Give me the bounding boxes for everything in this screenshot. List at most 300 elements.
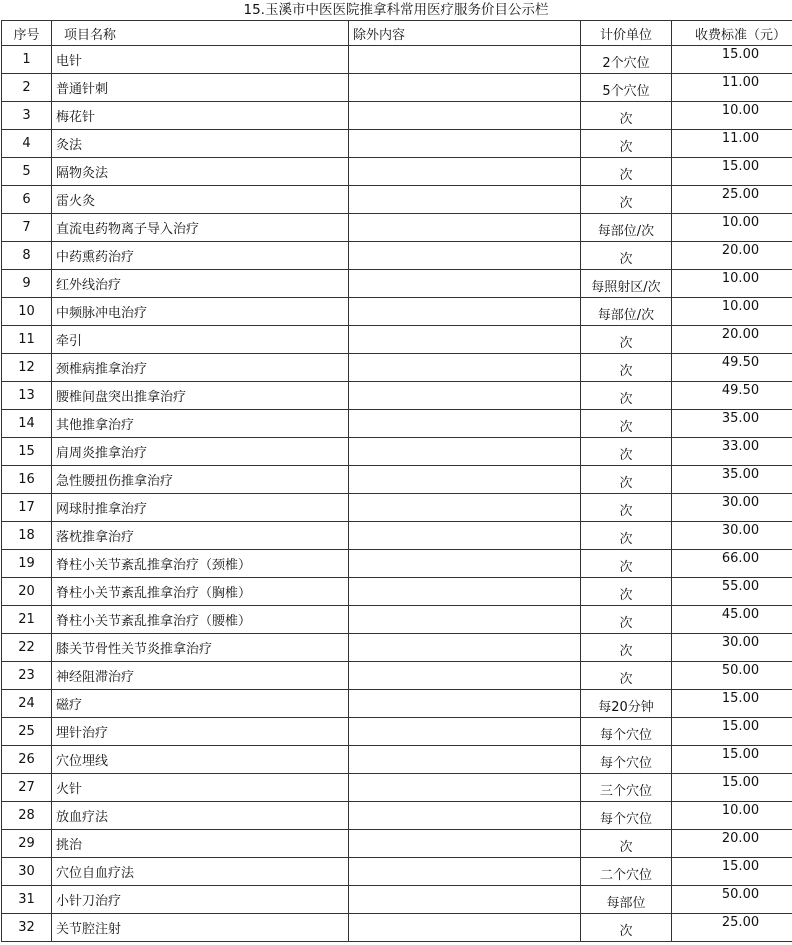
cell-excluded	[349, 46, 581, 74]
cell-name-text: 雷火灸	[56, 194, 96, 209]
cell-no	[2, 102, 52, 130]
table-row	[2, 522, 792, 550]
cell-excluded	[349, 214, 581, 242]
cell-no	[2, 522, 52, 550]
cell-name-text: 脊柱小关节紊乱推拿治疗（腰椎）	[56, 614, 252, 629]
cell-name	[52, 130, 349, 158]
cell-unit-text: 次	[619, 924, 633, 939]
cell-name-text: 隔物灸法	[56, 166, 109, 181]
cell-fee	[672, 438, 792, 466]
cell-fee-text: 30.00	[721, 495, 760, 510]
cell-name-text: 脊柱小关节紊乱推拿治疗（颈椎）	[56, 558, 252, 573]
cell-unit-text: 5个穴位	[602, 84, 650, 99]
cell-excluded	[349, 382, 581, 410]
cell-no-text: 8	[22, 248, 31, 263]
cell-no	[2, 410, 52, 438]
cell-unit	[581, 270, 672, 298]
cell-unit	[581, 550, 672, 578]
cell-no	[2, 690, 52, 718]
cell-excluded	[349, 662, 581, 690]
cell-unit-text: 每20分钟	[598, 700, 654, 715]
cell-no	[2, 494, 52, 522]
cell-fee-text: 11.00	[721, 75, 760, 90]
cell-unit	[581, 690, 672, 718]
table-row	[2, 830, 792, 858]
cell-fee-text: 30.00	[721, 523, 760, 538]
cell-no	[2, 466, 52, 494]
table-row	[2, 690, 792, 718]
cell-name	[52, 830, 349, 858]
cell-excluded	[349, 886, 581, 914]
cell-fee-text: 25.00	[721, 915, 760, 930]
cell-no	[2, 774, 52, 802]
cell-unit	[581, 438, 672, 466]
cell-fee-text: 15.00	[721, 159, 760, 174]
cell-name-text: 牵引	[56, 334, 83, 349]
table-row	[2, 858, 792, 886]
table-row	[2, 382, 792, 410]
cell-unit-text: 次	[619, 672, 633, 687]
table-row	[2, 578, 792, 606]
table-row	[2, 270, 792, 298]
cell-unit	[581, 662, 672, 690]
cell-excluded	[349, 690, 581, 718]
cell-fee	[672, 466, 792, 494]
table-row	[2, 298, 792, 326]
cell-unit	[581, 326, 672, 354]
cell-fee-text: 45.00	[721, 607, 760, 622]
cell-no-text: 26	[18, 752, 35, 767]
cell-excluded	[349, 550, 581, 578]
header-name: 项目名称	[52, 21, 349, 46]
cell-name-text: 红外线治疗	[56, 278, 122, 293]
cell-no-text: 13	[18, 388, 35, 403]
cell-unit	[581, 354, 672, 382]
cell-no-text: 21	[18, 612, 35, 627]
cell-no-text: 12	[18, 360, 35, 375]
cell-unit	[581, 522, 672, 550]
cell-no-text: 11	[18, 332, 35, 347]
table-row	[2, 746, 792, 774]
table-row	[2, 102, 792, 130]
cell-fee	[672, 634, 792, 662]
cell-unit-text: 每部位/次	[597, 308, 655, 323]
cell-fee	[672, 102, 792, 130]
table-header	[2, 21, 792, 46]
cell-no	[2, 298, 52, 326]
cell-no-text: 4	[22, 136, 31, 151]
cell-name-text: 肩周炎推拿治疗	[56, 446, 148, 461]
cell-unit	[581, 802, 672, 830]
cell-name	[52, 774, 349, 802]
cell-name	[52, 634, 349, 662]
cell-unit	[581, 494, 672, 522]
cell-fee-text: 15.00	[721, 47, 760, 62]
cell-name	[52, 102, 349, 130]
cell-no-text: 2	[22, 80, 31, 95]
cell-fee-text: 50.00	[721, 663, 760, 678]
cell-excluded	[349, 410, 581, 438]
cell-unit	[581, 158, 672, 186]
cell-unit	[581, 46, 672, 74]
cell-unit-text: 次	[619, 448, 633, 463]
cell-unit	[581, 130, 672, 158]
cell-name	[52, 214, 349, 242]
header-fee: 收费标准（元）	[672, 21, 792, 46]
cell-name	[52, 46, 349, 74]
cell-name	[52, 74, 349, 102]
cell-name-text: 中频脉冲电治疗	[56, 306, 148, 321]
cell-no-text: 10	[18, 304, 35, 319]
cell-fee-text: 15.00	[721, 775, 760, 790]
cell-name	[52, 270, 349, 298]
cell-fee	[672, 550, 792, 578]
cell-unit-text: 三个穴位	[599, 784, 652, 799]
cell-no-text: 32	[18, 920, 35, 935]
cell-fee	[672, 606, 792, 634]
cell-excluded	[349, 830, 581, 858]
cell-unit-text: 次	[619, 476, 633, 491]
cell-name	[52, 662, 349, 690]
cell-no	[2, 802, 52, 830]
cell-no	[2, 186, 52, 214]
cell-unit	[581, 242, 672, 270]
cell-no-text: 25	[18, 724, 35, 739]
cell-no-text: 29	[18, 836, 35, 851]
table-row	[2, 354, 792, 382]
cell-no-text: 1	[22, 52, 31, 67]
cell-no-text: 28	[18, 808, 35, 823]
cell-excluded	[349, 326, 581, 354]
cell-name-text: 穴位埋线	[56, 754, 109, 769]
cell-unit-text: 次	[619, 420, 633, 435]
cell-no-text: 30	[18, 864, 35, 879]
cell-no	[2, 158, 52, 186]
cell-unit-text: 次	[619, 588, 633, 603]
cell-no	[2, 718, 52, 746]
cell-fee	[672, 494, 792, 522]
cell-unit	[581, 886, 672, 914]
cell-no	[2, 46, 52, 74]
cell-unit	[581, 634, 672, 662]
cell-fee-text: 10.00	[721, 271, 760, 286]
cell-no	[2, 74, 52, 102]
cell-no-text: 6	[22, 192, 31, 207]
header-excluded: 除外内容	[349, 21, 581, 46]
price-table	[1, 20, 792, 942]
cell-excluded	[349, 354, 581, 382]
cell-no-text: 17	[18, 500, 35, 515]
cell-unit	[581, 746, 672, 774]
cell-excluded	[349, 130, 581, 158]
cell-unit-text: 次	[619, 168, 633, 183]
table-row	[2, 326, 792, 354]
table-row	[2, 410, 792, 438]
cell-unit	[581, 858, 672, 886]
cell-excluded	[349, 634, 581, 662]
cell-unit-text: 每部位	[606, 896, 646, 911]
cell-unit	[581, 410, 672, 438]
cell-fee	[672, 858, 792, 886]
cell-name	[52, 550, 349, 578]
cell-no	[2, 550, 52, 578]
cell-name-text: 膝关节骨性关节炎推拿治疗	[56, 642, 213, 657]
table-row	[2, 242, 792, 270]
cell-fee	[672, 830, 792, 858]
cell-fee-text: 11.00	[721, 131, 760, 146]
cell-name-text: 穴位自血疗法	[56, 866, 135, 881]
cell-unit-text: 次	[619, 840, 633, 855]
cell-unit-text: 次	[619, 560, 633, 575]
cell-no-text: 18	[18, 528, 35, 543]
cell-unit-text: 每个穴位	[599, 728, 652, 743]
cell-unit	[581, 578, 672, 606]
cell-name-text: 关节腔注射	[56, 922, 122, 937]
cell-no	[2, 578, 52, 606]
cell-no	[2, 382, 52, 410]
table-row	[2, 158, 792, 186]
cell-fee-text: 10.00	[721, 299, 760, 314]
cell-name	[52, 158, 349, 186]
cell-excluded	[349, 438, 581, 466]
cell-excluded	[349, 802, 581, 830]
cell-fee-text: 30.00	[721, 635, 760, 650]
cell-name-text: 其他推拿治疗	[56, 418, 135, 433]
cell-fee-text: 20.00	[721, 327, 760, 342]
cell-fee	[672, 886, 792, 914]
cell-unit-text: 次	[619, 196, 633, 211]
cell-no	[2, 634, 52, 662]
cell-name	[52, 858, 349, 886]
cell-excluded	[349, 186, 581, 214]
cell-fee	[672, 578, 792, 606]
table-row	[2, 886, 792, 914]
cell-name	[52, 410, 349, 438]
cell-name	[52, 438, 349, 466]
cell-name	[52, 326, 349, 354]
cell-unit-text: 二个穴位	[599, 868, 652, 883]
cell-fee	[672, 46, 792, 74]
cell-name-text: 梅花针	[56, 110, 96, 125]
cell-unit-text: 次	[619, 336, 633, 351]
table-row	[2, 186, 792, 214]
cell-no-text: 20	[18, 584, 35, 599]
table-row	[2, 718, 792, 746]
table-row	[2, 494, 792, 522]
cell-name-text: 埋针治疗	[56, 726, 109, 741]
cell-fee	[672, 130, 792, 158]
cell-name-text: 颈椎病推拿治疗	[56, 362, 148, 377]
cell-no-text: 3	[22, 108, 31, 123]
cell-name-text: 直流电药物离子导入治疗	[56, 222, 200, 237]
cell-fee	[672, 746, 792, 774]
cell-fee-text: 20.00	[721, 243, 760, 258]
cell-name	[52, 466, 349, 494]
cell-fee	[672, 354, 792, 382]
table-row	[2, 662, 792, 690]
cell-name-text: 电针	[56, 54, 83, 69]
table-body	[2, 46, 792, 942]
cell-name-text: 脊柱小关节紊乱推拿治疗（胸椎）	[56, 586, 252, 601]
cell-name-text: 落枕推拿治疗	[56, 530, 135, 545]
cell-no	[2, 830, 52, 858]
cell-fee-text: 20.00	[721, 831, 760, 846]
cell-name	[52, 242, 349, 270]
cell-unit-text: 次	[619, 504, 633, 519]
cell-no-text: 7	[22, 220, 31, 235]
cell-fee	[672, 690, 792, 718]
cell-name	[52, 914, 349, 942]
cell-excluded	[349, 858, 581, 886]
cell-unit	[581, 718, 672, 746]
cell-no	[2, 606, 52, 634]
cell-name-text: 急性腰扭伤推拿治疗	[56, 474, 174, 489]
cell-name	[52, 718, 349, 746]
cell-unit-text: 次	[619, 364, 633, 379]
cell-excluded	[349, 578, 581, 606]
cell-fee	[672, 242, 792, 270]
cell-no-text: 15	[18, 444, 35, 459]
table-row	[2, 214, 792, 242]
cell-fee-text: 10.00	[721, 803, 760, 818]
cell-no	[2, 858, 52, 886]
cell-no-text: 9	[22, 276, 31, 291]
cell-unit	[581, 186, 672, 214]
cell-unit	[581, 214, 672, 242]
cell-fee-text: 10.00	[721, 215, 760, 230]
cell-fee	[672, 158, 792, 186]
cell-fee-text: 25.00	[721, 187, 760, 202]
cell-fee	[672, 718, 792, 746]
cell-fee	[672, 802, 792, 830]
cell-excluded	[349, 494, 581, 522]
cell-fee-text: 33.00	[721, 439, 760, 454]
cell-excluded	[349, 158, 581, 186]
cell-excluded	[349, 74, 581, 102]
table-row	[2, 606, 792, 634]
cell-no	[2, 242, 52, 270]
cell-name	[52, 886, 349, 914]
cell-fee-text: 55.00	[721, 579, 760, 594]
cell-unit	[581, 298, 672, 326]
header-no: 序号	[2, 21, 52, 46]
cell-no	[2, 354, 52, 382]
cell-fee-text: 49.50	[721, 383, 760, 398]
cell-no-text: 22	[18, 640, 35, 655]
table-row	[2, 774, 792, 802]
cell-unit-text: 每个穴位	[599, 812, 652, 827]
cell-excluded	[349, 914, 581, 942]
cell-unit	[581, 102, 672, 130]
cell-excluded	[349, 298, 581, 326]
table-row	[2, 802, 792, 830]
cell-fee	[672, 186, 792, 214]
table-row	[2, 634, 792, 662]
cell-no-text: 16	[18, 472, 35, 487]
cell-no-text: 14	[18, 416, 35, 431]
cell-fee	[672, 74, 792, 102]
cell-name-text: 中药熏药治疗	[56, 250, 135, 265]
cell-name	[52, 578, 349, 606]
cell-name-text: 网球肘推拿治疗	[56, 502, 148, 517]
cell-no	[2, 886, 52, 914]
cell-excluded	[349, 718, 581, 746]
cell-no	[2, 270, 52, 298]
cell-fee-text: 66.00	[721, 551, 760, 566]
table-row	[2, 466, 792, 494]
cell-no	[2, 130, 52, 158]
cell-excluded	[349, 466, 581, 494]
cell-no	[2, 214, 52, 242]
cell-unit-text: 每照射区/次	[591, 280, 661, 295]
cell-unit-text: 每个穴位	[599, 756, 652, 771]
cell-unit	[581, 830, 672, 858]
cell-unit	[581, 466, 672, 494]
table-row	[2, 438, 792, 466]
cell-excluded	[349, 774, 581, 802]
cell-name	[52, 354, 349, 382]
cell-excluded	[349, 606, 581, 634]
cell-fee-text: 35.00	[721, 411, 760, 426]
cell-unit	[581, 606, 672, 634]
cell-fee-text: 50.00	[721, 887, 760, 902]
cell-no	[2, 914, 52, 942]
cell-name-text: 放血疗法	[56, 810, 109, 825]
cell-name	[52, 298, 349, 326]
cell-fee-text: 10.00	[721, 103, 760, 118]
cell-unit-text: 次	[619, 532, 633, 547]
cell-unit	[581, 74, 672, 102]
cell-no-text: 27	[18, 780, 35, 795]
header-row	[2, 21, 792, 46]
cell-name	[52, 186, 349, 214]
cell-no-text: 5	[22, 164, 31, 179]
cell-unit-text: 次	[619, 140, 633, 155]
cell-name	[52, 606, 349, 634]
cell-fee-text: 49.50	[721, 355, 760, 370]
cell-no	[2, 662, 52, 690]
cell-name-text: 火针	[56, 782, 83, 797]
cell-name	[52, 494, 349, 522]
cell-no	[2, 326, 52, 354]
cell-name-text: 普通针刺	[56, 82, 109, 97]
cell-no-text: 19	[18, 556, 35, 571]
cell-fee	[672, 662, 792, 690]
cell-fee	[672, 298, 792, 326]
cell-name-text: 腰椎间盘突出推拿治疗	[56, 390, 187, 405]
cell-excluded	[349, 270, 581, 298]
cell-fee-text: 15.00	[721, 719, 760, 734]
cell-unit-text: 次	[619, 616, 633, 631]
cell-fee	[672, 914, 792, 942]
header-unit: 计价单位	[581, 21, 672, 46]
cell-excluded	[349, 746, 581, 774]
cell-fee-text: 35.00	[721, 467, 760, 482]
table-row	[2, 46, 792, 74]
cell-fee	[672, 382, 792, 410]
cell-fee-text: 15.00	[721, 691, 760, 706]
cell-name-text: 挑治	[56, 838, 83, 853]
cell-name	[52, 382, 349, 410]
cell-fee	[672, 270, 792, 298]
cell-unit-text: 次	[619, 392, 633, 407]
page-title: 15.玉溪市中医医院推拿科常用医疗服务价目公示栏	[243, 2, 549, 18]
cell-no-text: 24	[18, 696, 35, 711]
cell-name-text: 磁疗	[56, 698, 83, 713]
cell-name	[52, 522, 349, 550]
cell-no-text: 31	[18, 892, 35, 907]
cell-unit	[581, 382, 672, 410]
